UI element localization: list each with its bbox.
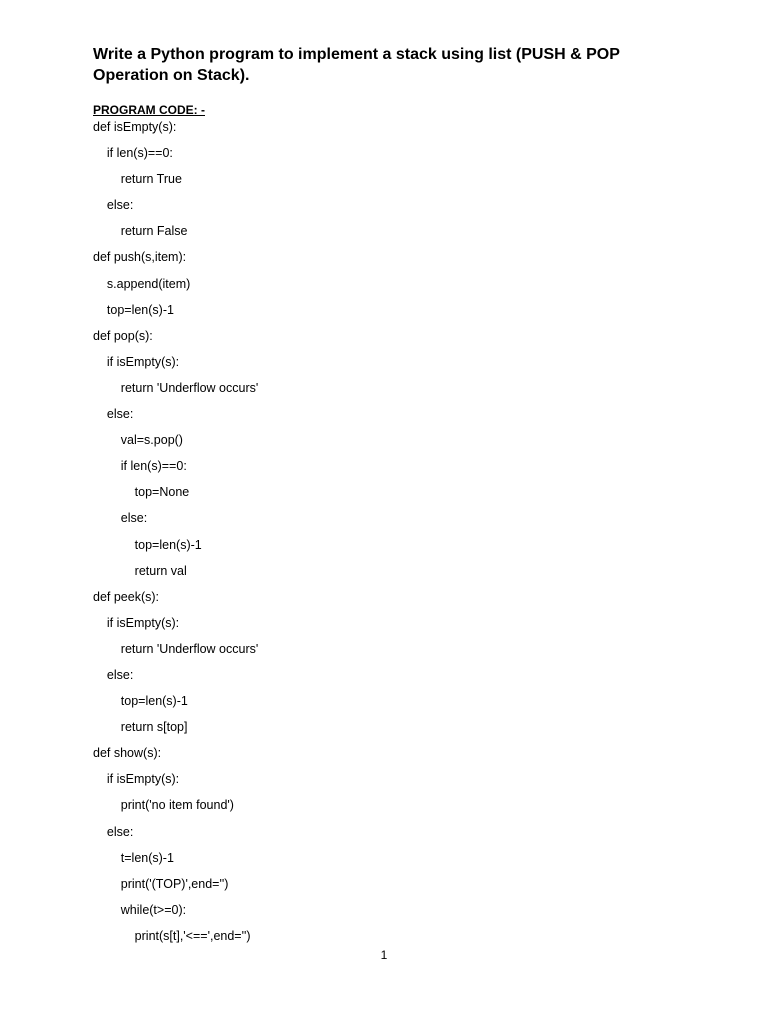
code-line: return True [93, 172, 182, 187]
page-title: Write a Python program to implement a stack using list (PUSH & POP Operation on Stack). [93, 46, 620, 84]
code-line: if isEmpty(s): [93, 354, 180, 369]
code-line: def peek(s): [93, 589, 160, 604]
code-line: while(t>=0): [93, 902, 187, 917]
code-line: print(s[t],'<==',end='') [93, 928, 251, 943]
code-line: if len(s)==0: [93, 459, 187, 474]
code-line: return 'Underflow occurs' [93, 380, 259, 395]
code-line: print('no item found') [93, 798, 234, 813]
page-number: 1 [380, 948, 388, 962]
code-line: if isEmpty(s): [93, 772, 180, 787]
code-line: def push(s,item): [93, 250, 187, 265]
code-line: return s[top] [93, 720, 188, 735]
code-line: else: [93, 198, 134, 213]
code-line: top=len(s)-1 [93, 302, 174, 317]
code-line: else: [93, 667, 134, 682]
code-line: val=s.pop() [93, 433, 183, 448]
code-line: def pop(s): [93, 328, 153, 343]
code-line: else: [93, 824, 134, 839]
code-line: print('(TOP)',end='') [93, 876, 229, 891]
code-line: top=len(s)-1 [93, 537, 202, 552]
code-line: return val [93, 563, 187, 578]
code-line: s.append(item) [93, 276, 191, 291]
code-line: t=len(s)-1 [93, 850, 174, 865]
code-line: if isEmpty(s): [93, 615, 180, 630]
code-line: def isEmpty(s): [93, 120, 177, 134]
program-code-block [93, 118, 258, 953]
code-line: return False [93, 224, 188, 239]
code-line: if len(s)==0: [93, 146, 173, 161]
code-line: else: [93, 511, 148, 526]
code-line: def show(s): [93, 746, 162, 761]
code-line: top=None [93, 485, 190, 500]
program-code-heading: PROGRAM CODE: - [93, 103, 205, 117]
code-line: else: [93, 407, 134, 422]
code-line: top=len(s)-1 [93, 694, 188, 709]
code-line: return 'Underflow occurs' [93, 641, 259, 656]
